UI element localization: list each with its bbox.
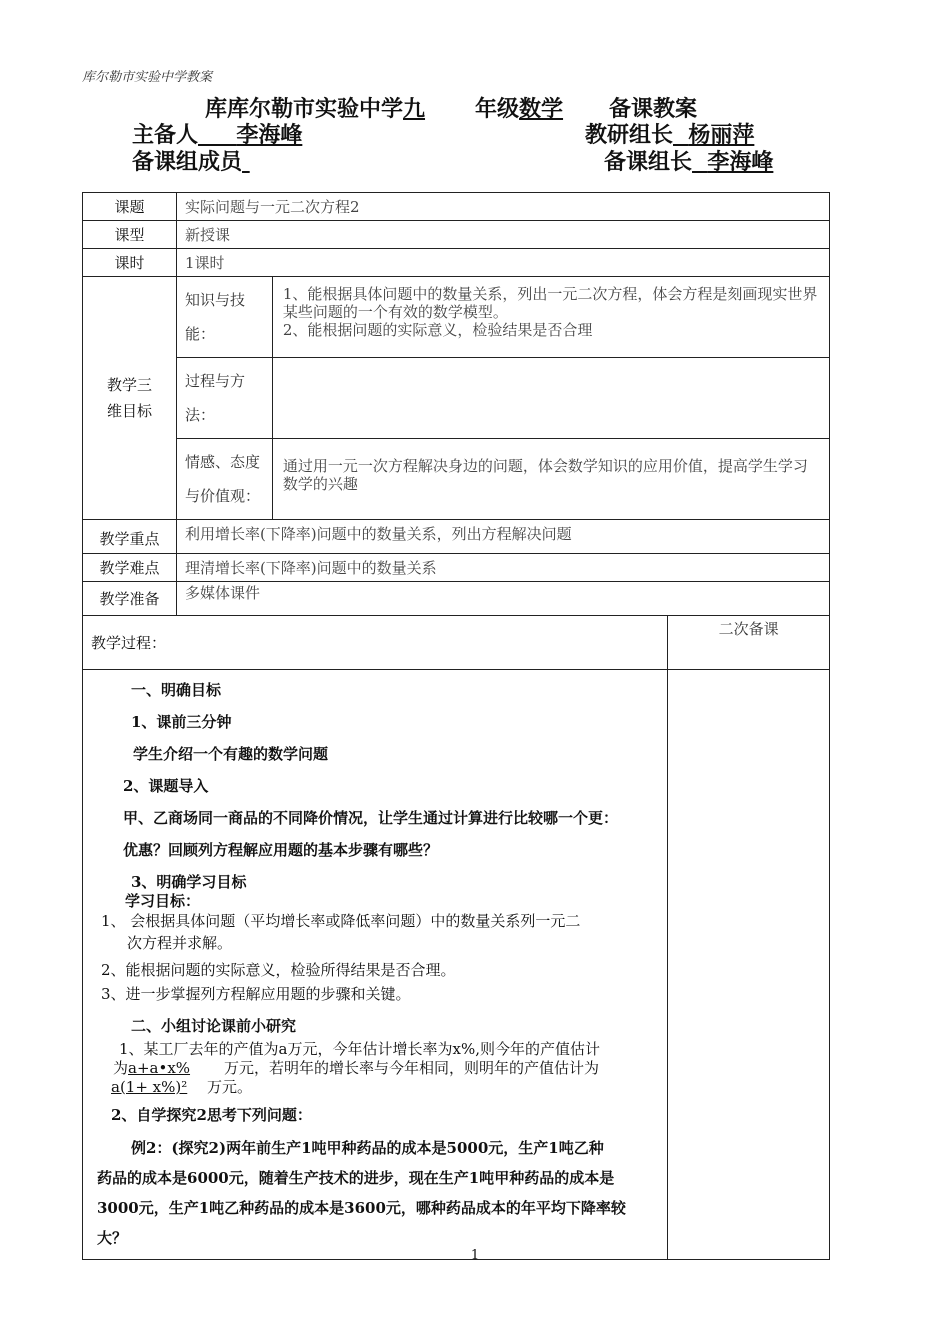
section-1-heading: 一、明确目标	[131, 681, 222, 699]
key-value: 利用增长率(下降率)问题中的数量关系，列出方程解决问题	[176, 520, 829, 554]
difficulty-row	[83, 554, 830, 582]
page-number: 1	[470, 1248, 480, 1263]
process-value	[272, 358, 829, 439]
section-2-2-heading: 2、自学探究2思考下列问题：	[111, 1106, 312, 1124]
secondary-prep-column	[668, 670, 830, 1260]
group-leader-label: 备课组长	[604, 150, 693, 175]
topic-value: 实际问题与一元二次方程2	[176, 193, 829, 221]
process-row	[83, 358, 830, 439]
process-header: 教学过程：	[83, 616, 668, 670]
topic-label: 课题	[83, 193, 177, 221]
section-1-1-text: 学生介绍一个有趣的数学问题	[133, 745, 329, 763]
type-value: 新授课	[176, 221, 829, 249]
type-row	[83, 221, 830, 249]
goal-1b: 次方程并求解。	[127, 934, 233, 952]
question-1-line-a: 1、某工厂去年的产值为a万元，今年估计增长率为x%,则今年的产值估计	[119, 1040, 600, 1058]
title-suffix: 备课教案	[609, 97, 698, 122]
question-1-blank-1: a+a•x%	[128, 1059, 191, 1077]
knowledge-row	[83, 277, 830, 358]
example-line-c: 3000元，生产1吨乙种药品的成本是3600元，哪种药品成本的年平均下降率较	[97, 1199, 626, 1217]
title-grade-suffix: 年级	[475, 97, 520, 122]
hours-label: 课时	[83, 249, 177, 277]
goal-2: 2、能根据问题的实际意义，检验所得结果是否合理。	[101, 961, 456, 979]
example-line-b: 药品的成本是6000元，随着生产技术的进步，现在生产1吨甲种药品的成本是	[97, 1169, 615, 1187]
secondary-prep-header: 二次备课	[668, 616, 830, 670]
knowledge-label: 知识与技能：	[176, 277, 272, 358]
example-line-d: 大？	[97, 1229, 128, 1247]
example-line-a: 例2：(探究2)两年前生产1吨甲种药品的成本是5000元，生产1吨乙种	[131, 1139, 604, 1157]
emotion-row	[83, 439, 830, 520]
question-1-line-c: a(1+ x%)² 万元。	[111, 1078, 253, 1096]
process-header-row	[83, 616, 830, 670]
title-prefix: 库库尔勒市实验中学	[205, 97, 404, 122]
prep-row	[83, 582, 830, 616]
difficulty-label: 教学难点	[83, 554, 177, 582]
goal-1a: 1、 会根据具体问题（平均增长率或降低率问题）中的数量关系列一元二	[101, 912, 581, 930]
hours-value: 1课时	[176, 249, 829, 277]
difficulty-value: 理清增长率(下降率)问题中的数量关系	[176, 554, 829, 582]
process-label: 过程与方法：	[176, 358, 272, 439]
emotion-value: 通过用一元一次方程解决身边的问题，体会数学知识的应用价值，提高学生学习数学的兴趣	[272, 439, 829, 520]
hours-row	[83, 249, 830, 277]
process-body-row	[83, 670, 830, 1260]
members-value	[242, 150, 604, 175]
members-line	[132, 145, 786, 176]
section-1-3-heading: 3、明确学习目标	[131, 873, 247, 891]
research-leader-label: 教研组长	[585, 123, 674, 148]
goals-label: 学习目标：	[125, 892, 201, 910]
prep-label: 教学准备	[83, 582, 177, 616]
topic-row	[83, 193, 830, 221]
prep-value: 多媒体课件	[176, 582, 829, 616]
knowledge-item-2: 2、能根据问题的实际意义，检验结果是否合理	[282, 321, 593, 339]
research-leader-value: 杨丽萍	[688, 123, 755, 148]
section-1-2-text-a: 甲、乙商场同一商品的不同降价情况，让学生通过计算进行比较哪一个更：	[123, 809, 619, 827]
emotion-label: 情感、态度与价值观：	[176, 439, 272, 520]
header-note: 库尔勒市实验中学教案	[82, 70, 213, 85]
key-label: 教学重点	[83, 520, 177, 554]
goal-3: 3、进一步掌握列方程解应用题的步骤和关键。	[101, 985, 411, 1003]
section-1-1-heading: 1、课前三分钟	[131, 713, 232, 731]
objectives-label: 教学三维目标	[83, 277, 177, 520]
section-2-heading: 二、小组讨论课前小研究	[131, 1017, 297, 1035]
question-1-blank-2: a(1+ x%)²	[111, 1078, 188, 1096]
section-1-2-heading: 2、课题导入	[123, 777, 209, 795]
title-grade: 九	[403, 97, 426, 122]
preparer-value: 李海峰	[236, 123, 303, 148]
process-body	[83, 670, 668, 1260]
lesson-plan-table	[82, 192, 830, 1260]
type-label: 课型	[83, 221, 177, 249]
key-row	[83, 520, 830, 554]
knowledge-item-1: 1、能根据具体问题中的数量关系，列出一元二次方程，体会方程是刻画现实世界某些问题的一个有效的数学模型。	[282, 285, 818, 321]
title-subject: 数学	[519, 97, 564, 122]
members-label: 备课组成员	[132, 150, 243, 175]
group-leader-value: 李海峰	[707, 150, 774, 175]
question-1-line-b: 为a+a•x% 万元，若明年的增长率与今年相同，则明年的产值估计为	[113, 1059, 600, 1077]
section-1-2-text-b: 优惠？回顾列方程解应用题的基本步骤有哪些？	[123, 841, 439, 859]
preparer-label: 主备人	[132, 123, 199, 148]
knowledge-value	[272, 277, 829, 358]
